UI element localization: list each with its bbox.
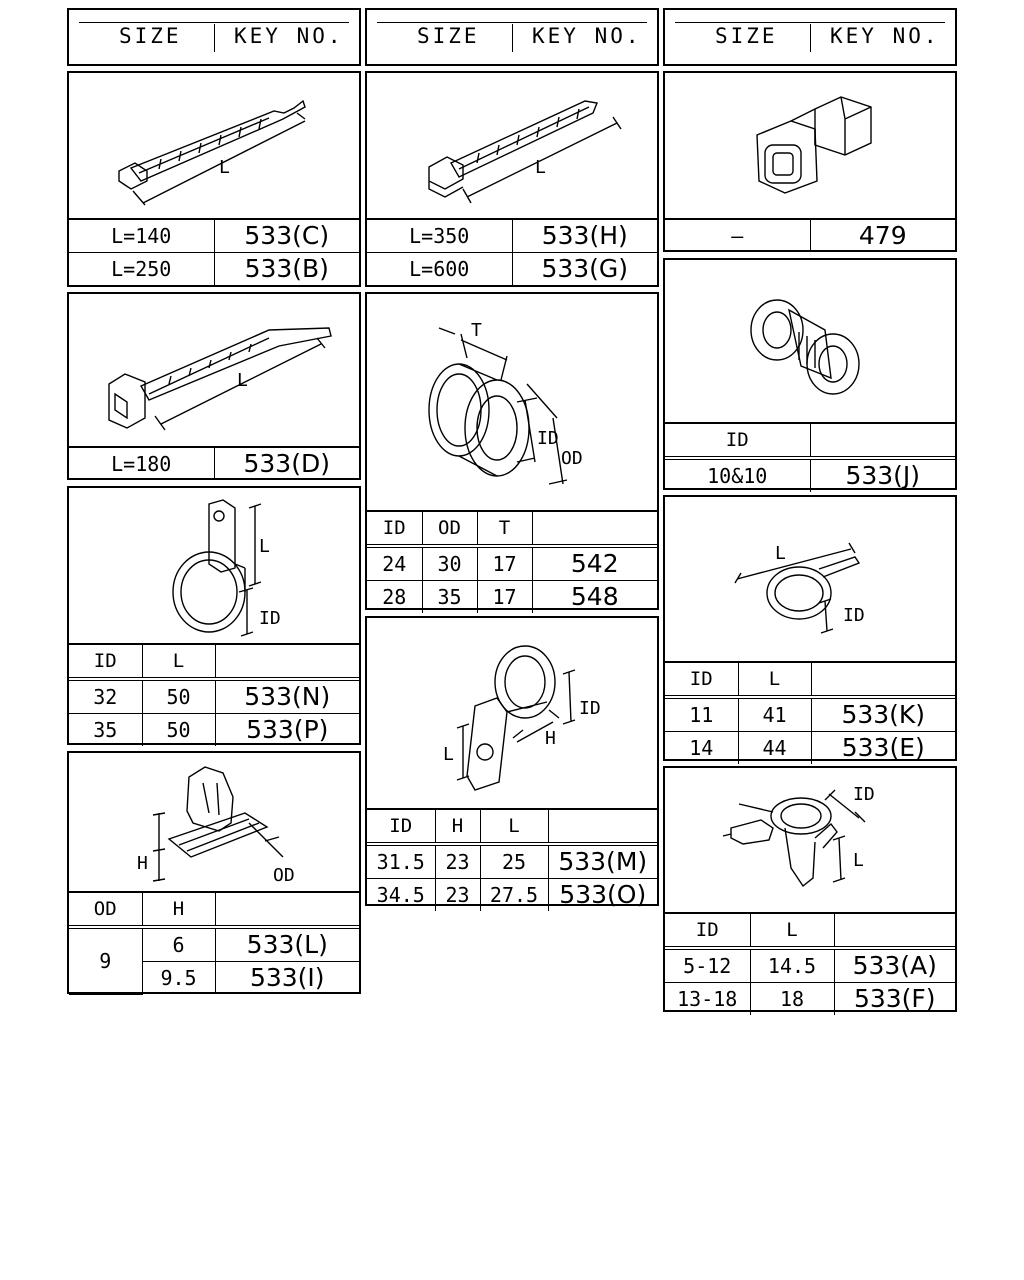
size-cell: — (665, 219, 810, 252)
id-cell: 24 (367, 546, 422, 581)
table-header-row (665, 423, 955, 458)
h-cell: 23 (435, 879, 480, 912)
key-no-cell[interactable]: 533(E) (811, 732, 955, 765)
size-header: SIZE (715, 24, 778, 48)
t-cell: 17 (477, 546, 532, 581)
table-row (367, 546, 657, 581)
col-header (810, 423, 955, 458)
key-no-header: KEY NO. (532, 24, 642, 48)
table-row (665, 697, 955, 732)
table-row (69, 219, 359, 253)
key-no-cell[interactable]: 533(C) (214, 219, 359, 253)
od-cell: 9 (69, 927, 142, 994)
col-header (215, 644, 359, 679)
col-header: H (435, 809, 480, 844)
col-header: ID (367, 809, 435, 844)
dim-id-label: ID (853, 784, 875, 805)
table-row (69, 927, 359, 962)
parts-table (69, 218, 359, 285)
col-header (834, 913, 955, 948)
col-header: ID (367, 511, 422, 546)
table-row (665, 219, 955, 252)
col-header (532, 511, 657, 546)
size-header: SIZE (417, 24, 480, 48)
id-cell: 10&10 (665, 458, 810, 492)
key-no-cell[interactable]: 533(N) (215, 679, 359, 714)
id-cell: 32 (69, 679, 142, 714)
od-cell: 30 (422, 546, 477, 581)
table-row (665, 732, 955, 765)
table-header-row (69, 644, 359, 679)
l-cell: 50 (142, 679, 215, 714)
table-row (367, 219, 657, 253)
dim-l-label: L (535, 157, 546, 178)
size-cell: L=250 (69, 253, 214, 286)
dim-id-label: ID (537, 428, 559, 449)
t-cell: 17 (477, 581, 532, 614)
parts-table (665, 218, 955, 252)
size-cell: L=180 (69, 447, 214, 480)
dim-l-label: L (853, 850, 864, 871)
id-cell: 31.5 (367, 844, 435, 879)
panel-push-clip (663, 766, 957, 1012)
table-header-row (367, 511, 657, 546)
key-no-header: KEY NO. (830, 24, 940, 48)
col-header: ID (69, 644, 142, 679)
parts-table (367, 510, 657, 613)
dim-t-label: T (471, 320, 482, 341)
h-cell: 6 (142, 927, 215, 962)
panel-bracket-clamp (365, 616, 659, 909)
cable-tie-mount-drawing (69, 294, 359, 446)
table-row (367, 253, 657, 286)
key-no-cell[interactable]: 533(J) (810, 458, 955, 492)
table-row (69, 447, 359, 480)
parts-table (69, 446, 359, 480)
size-cell: L=350 (367, 219, 512, 253)
panel-grommet (365, 292, 659, 610)
dim-h-label: H (137, 853, 148, 874)
key-no-header: KEY NO. (234, 24, 344, 48)
id-cell: 35 (69, 714, 142, 747)
key-no-cell[interactable]: 533(G) (512, 253, 657, 286)
table-row (69, 714, 359, 747)
id-cell: 28 (367, 581, 422, 614)
col-header: L (738, 662, 811, 697)
table-row (665, 983, 955, 1016)
col-header (548, 809, 657, 844)
header-col3 (663, 8, 957, 66)
panel-double-clip (663, 258, 957, 490)
id-cell: 13-18 (665, 983, 750, 1016)
col-header: L (750, 913, 834, 948)
parts-table (665, 422, 955, 492)
col-header: L (480, 809, 548, 844)
id-cell: 11 (665, 697, 738, 732)
key-no-cell[interactable]: 533(A) (834, 948, 955, 983)
id-cell: 34.5 (367, 879, 435, 912)
dim-od-label: OD (561, 448, 583, 469)
double-clip-drawing (665, 260, 955, 422)
l-cell: 14.5 (750, 948, 834, 983)
col-header: OD (69, 892, 142, 927)
l-cell: 44 (738, 732, 811, 765)
table-header-row (665, 913, 955, 948)
table-row (69, 253, 359, 286)
key-no-cell[interactable]: 533(L) (215, 927, 359, 962)
col-header: OD (422, 511, 477, 546)
parts-table (665, 661, 955, 764)
key-no-cell[interactable]: 548 (532, 581, 657, 614)
key-no-cell[interactable]: 533(K) (811, 697, 955, 732)
parts-table (69, 643, 359, 746)
l-cell: 25 (480, 844, 548, 879)
dim-l-label: L (259, 536, 270, 557)
col-header: L (142, 644, 215, 679)
connector-drawing (665, 73, 955, 219)
key-no-cell[interactable]: 533(F) (834, 983, 955, 1016)
l-cell: 18 (750, 983, 834, 1016)
key-no-cell[interactable]: 533(B) (214, 253, 359, 286)
col-header (215, 892, 359, 927)
panel-cable-tie-mount (67, 292, 361, 480)
push-clip-drawing (665, 768, 955, 912)
dim-l-label: L (443, 744, 454, 765)
h-cell: 23 (435, 844, 480, 879)
dim-h-label: H (545, 728, 556, 749)
l-cell: 27.5 (480, 879, 548, 912)
od-cell: 35 (422, 581, 477, 614)
header-col1 (67, 8, 361, 66)
cable-tie-long-drawing (367, 73, 657, 219)
dim-od-label: OD (273, 865, 295, 886)
dim-id-label: ID (579, 698, 601, 719)
dim-id-label: ID (843, 605, 865, 626)
header-col2 (365, 8, 659, 66)
panel-cable-tie-small (67, 71, 361, 287)
edge-clip-drawing (69, 753, 359, 891)
dim-id-label: ID (259, 608, 281, 629)
size-cell: L=600 (367, 253, 512, 286)
panel-edge-clip (67, 751, 361, 994)
parts-table (69, 891, 359, 995)
col-header (811, 662, 955, 697)
col-header: T (477, 511, 532, 546)
h-cell: 9.5 (142, 962, 215, 995)
col-header: ID (665, 913, 750, 948)
key-no-cell[interactable]: 533(H) (512, 219, 657, 253)
dim-l-label: L (237, 370, 248, 391)
cable-tie-drawing (69, 73, 359, 219)
table-header-row (69, 892, 359, 927)
table-header-row (665, 662, 955, 697)
size-cell: L=140 (69, 219, 214, 253)
col-header: ID (665, 423, 810, 458)
key-no-cell[interactable]: 533(D) (214, 447, 359, 480)
key-no-cell[interactable]: 533(P) (215, 714, 359, 747)
col-header: H (142, 892, 215, 927)
parts-table (367, 808, 657, 911)
panel-cable-tie-long (365, 71, 659, 287)
parts-table (665, 912, 955, 1015)
p-clamp-drawing (69, 488, 359, 643)
panel-p-clamp (67, 486, 361, 745)
table-row (367, 581, 657, 614)
l-cell: 50 (142, 714, 215, 747)
id-cell: 5-12 (665, 948, 750, 983)
col-header: ID (665, 662, 738, 697)
l-cell: 41 (738, 697, 811, 732)
bracket-clamp-drawing (367, 618, 657, 808)
table-header-row (367, 809, 657, 844)
key-no-cell[interactable]: 533(I) (215, 962, 359, 995)
panel-band-clamp (663, 495, 957, 761)
grommet-drawing (367, 294, 657, 510)
key-no-cell[interactable]: 479 (810, 219, 955, 252)
band-clamp-drawing (665, 497, 955, 661)
dim-l-label: L (219, 157, 230, 178)
size-header: SIZE (119, 24, 182, 48)
table-row (367, 844, 657, 879)
table-row (665, 948, 955, 983)
table-row (367, 879, 657, 912)
panel-connector (663, 71, 957, 252)
parts-table (367, 218, 657, 285)
table-row (69, 679, 359, 714)
key-no-cell[interactable]: 542 (532, 546, 657, 581)
key-no-cell[interactable]: 533(M) (548, 844, 657, 879)
table-row (665, 458, 955, 492)
dim-l-label: L (775, 543, 786, 564)
id-cell: 14 (665, 732, 738, 765)
key-no-cell[interactable]: 533(O) (548, 879, 657, 912)
